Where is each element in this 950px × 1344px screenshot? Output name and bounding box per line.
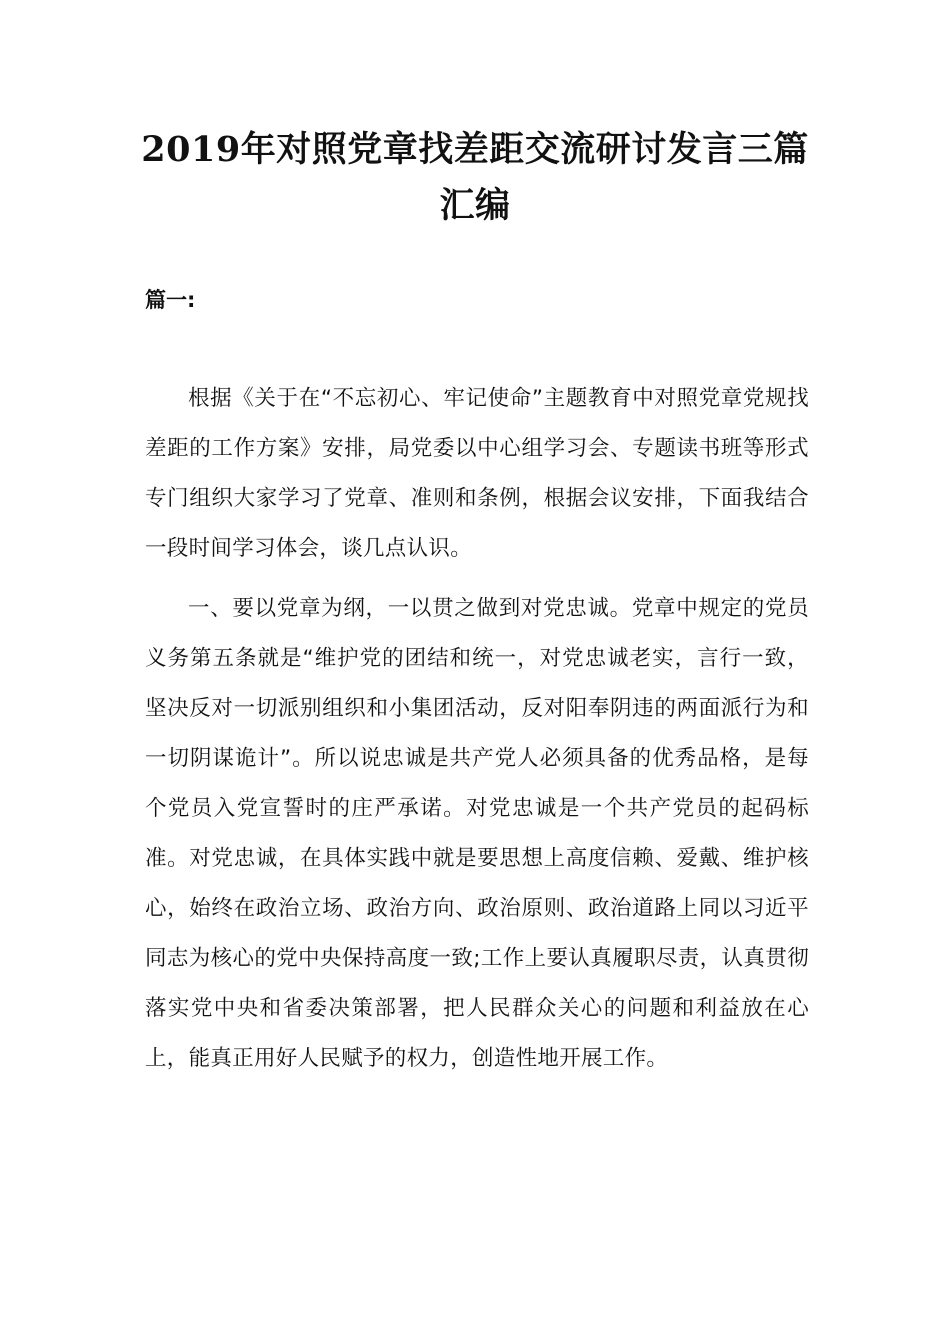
paragraph-point-one: 一、要以党章为纲，一以贯之做到对党忠诚。党章中规定的党员义务第五条就是“维护党的团结和统一，对党忠诚老实，言行一致，坚决反对一切派别组织和小集团活动，反对阳奉阴违的两面派行为和一切阴谋诡计”。所以说忠诚是共产党人必须具备的优秀品格，是每个党员入党宣誓时的庄严承诺。对党忠诚是一个共产党员的起码标准。对党忠诚，在具体实践中就是要思想上高度信赖、爱戴、维护核心，始终在政治立场、政治方向、政治原则、政治道路上同以习近平同志为核心的党中央保持高度一致;工作上要认真履职尽责，认真贯彻落实党中央和省委决策部署，把人民群众关心的问题和利益放在心上，能真正用好人民赋予的权力，创造性地开展工作。 — [145, 596, 809, 1071]
paragraph-intro: 根据《关于在“不忘初心、牢记使命”主题教育中对照党章党规找差距的工作方案》安排，局党委以中心组学习会、专题读书班等形式专门组织大家学习了党章、准则和条例，根据会议安排，下面我结合一段时间学习体会，谈几点认识。 — [145, 386, 809, 561]
document-title: 2019年对照党章找差距交流研讨发言三篇汇编 — [141, 129, 809, 226]
section-label: 篇一: — [145, 288, 196, 312]
